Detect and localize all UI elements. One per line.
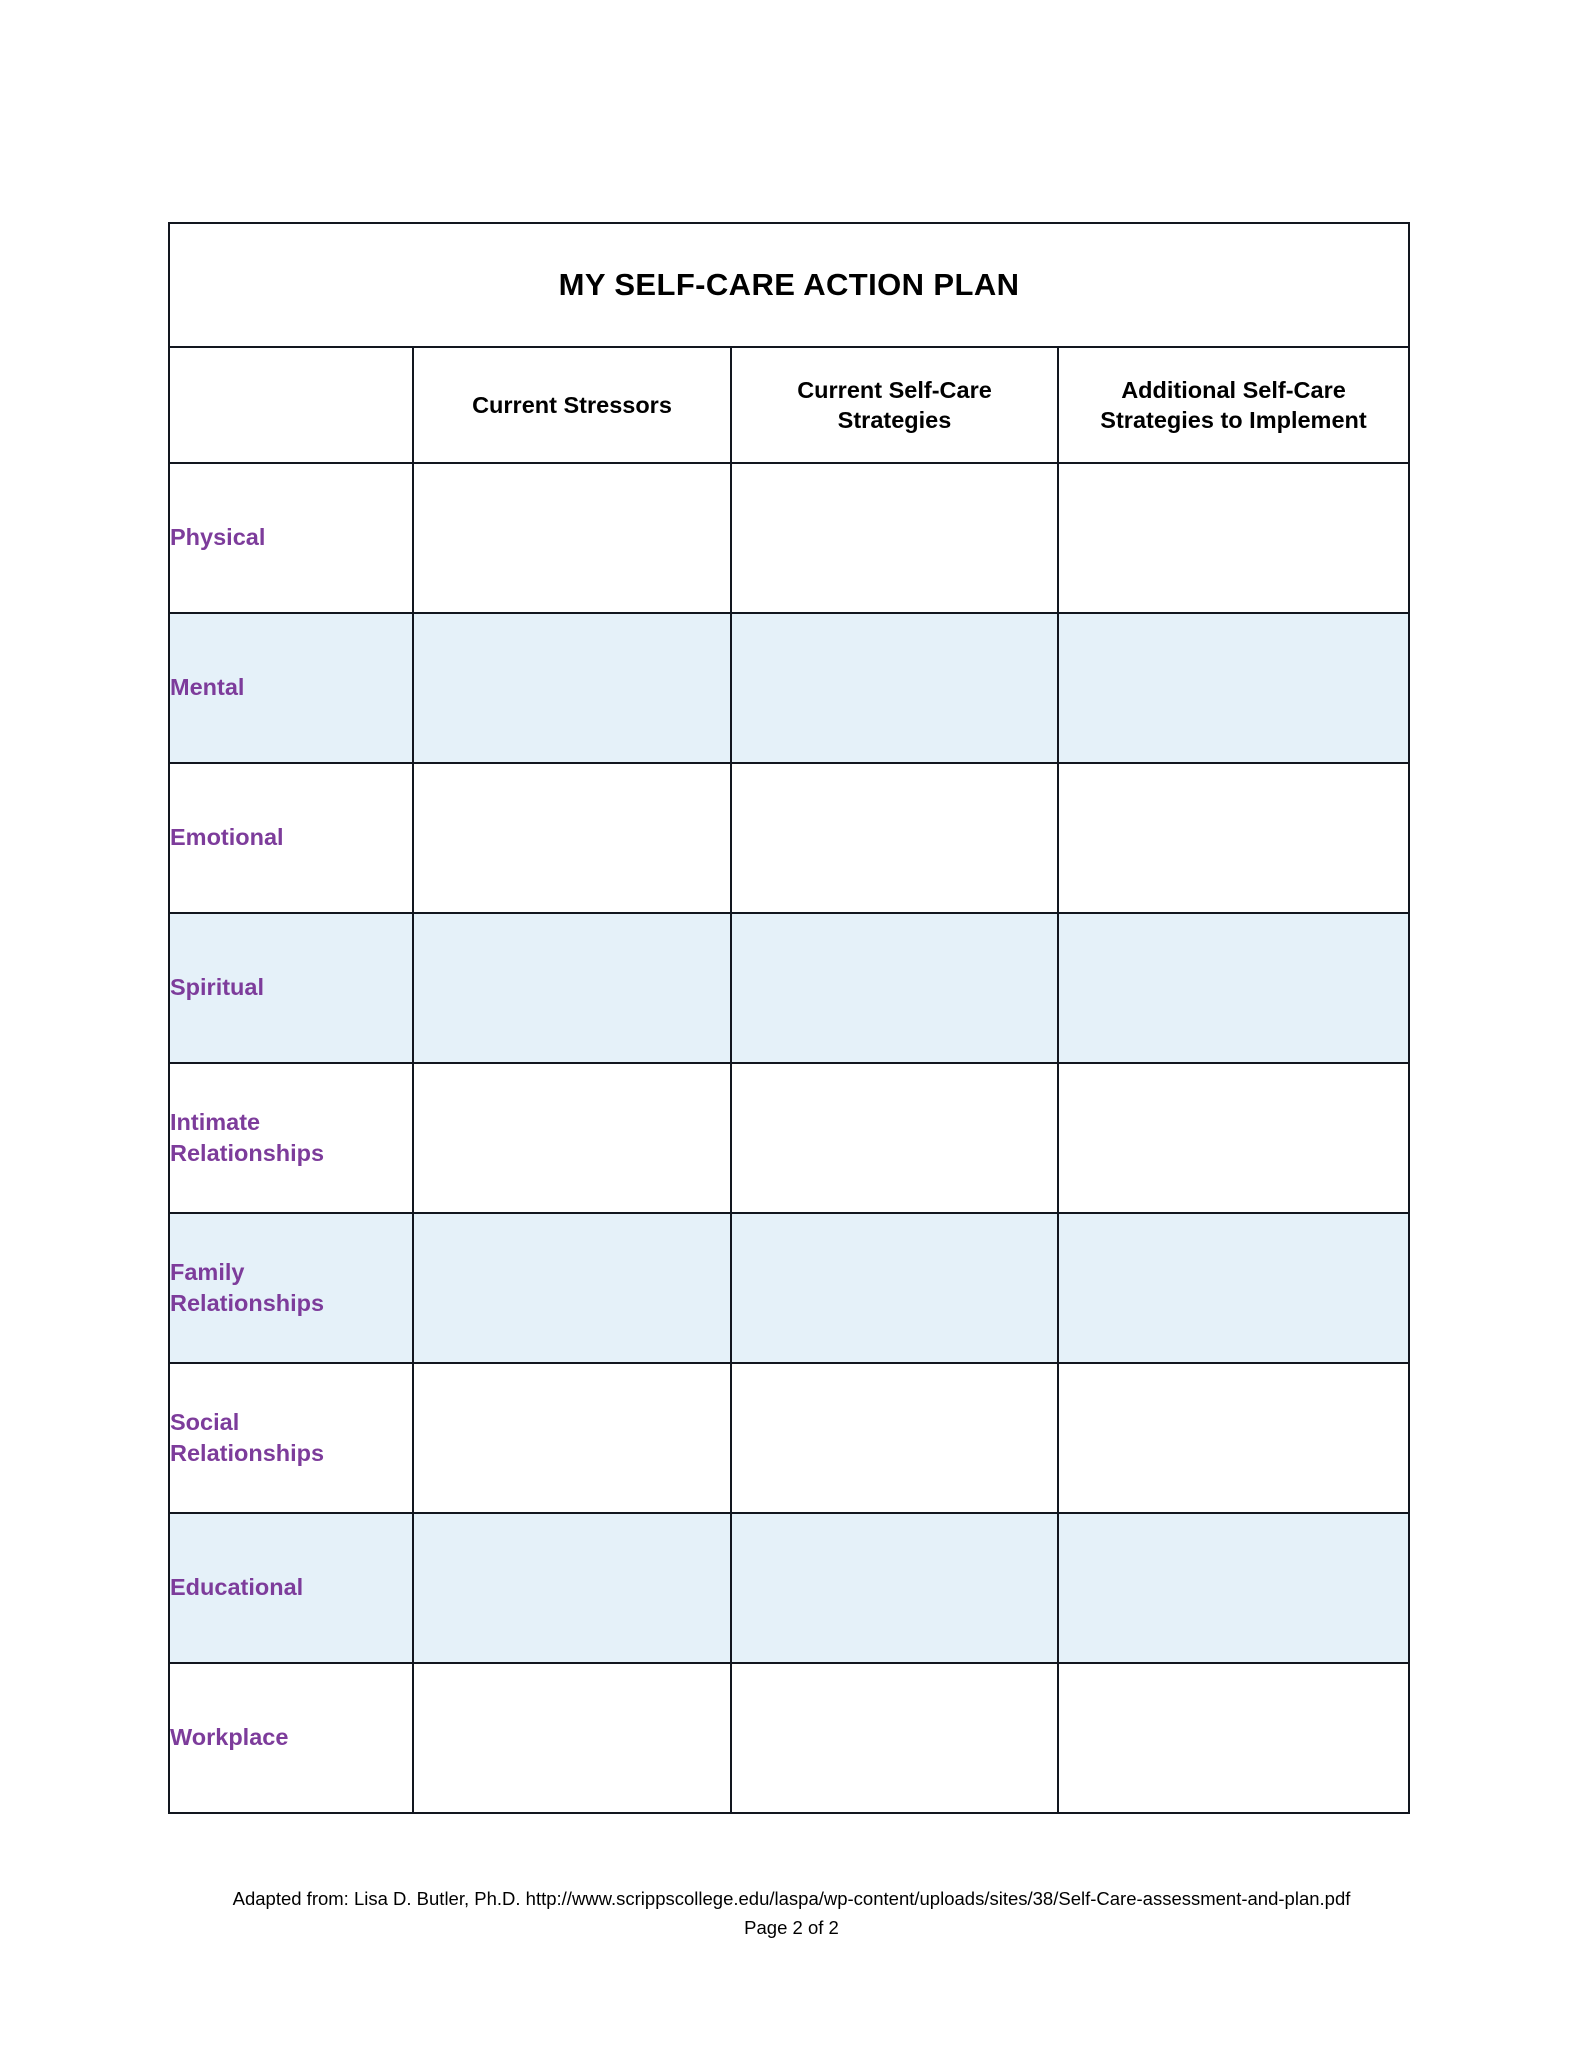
page-footer: [0, 1885, 1583, 1942]
entry-cell-current-strategies[interactable]: [731, 1363, 1058, 1513]
header-cell-current-stressors: [413, 347, 731, 463]
table-row: [169, 1063, 1409, 1213]
entry-cell-current-stressors[interactable]: [413, 763, 731, 913]
row-label-line1: Emotional: [170, 824, 284, 851]
row-label-cell-mental: [169, 613, 413, 763]
entry-cell-current-stressors[interactable]: [413, 1063, 731, 1213]
header-cell-blank: [169, 347, 413, 463]
self-care-action-plan-table: [168, 222, 1410, 1814]
entry-cell-additional-strategies[interactable]: [1058, 1213, 1409, 1363]
entry-cell-additional-strategies[interactable]: [1058, 1663, 1409, 1813]
header-label-current-strategies-line1: Current Self-Care: [797, 376, 992, 403]
entry-cell-additional-strategies[interactable]: [1058, 1363, 1409, 1513]
header-label-additional-strategies-line1: Additional Self-Care: [1121, 376, 1346, 403]
table-row: [169, 613, 1409, 763]
row-label-line1: Physical: [170, 524, 266, 551]
row-label-cell-intimate: [169, 1063, 413, 1213]
entry-cell-current-strategies[interactable]: [731, 1663, 1058, 1813]
entry-cell-current-stressors[interactable]: [413, 913, 731, 1063]
row-label-line1: Mental: [170, 674, 245, 701]
row-label-line1: Spiritual: [170, 974, 265, 1001]
table-row: [169, 463, 1409, 613]
entry-cell-current-stressors[interactable]: [413, 1663, 731, 1813]
table-title-cell: [169, 223, 1409, 347]
row-label-cell-educational: [169, 1513, 413, 1663]
table-row: [169, 1663, 1409, 1813]
entry-cell-additional-strategies[interactable]: [1058, 1513, 1409, 1663]
table-row: [169, 913, 1409, 1063]
entry-cell-current-strategies[interactable]: [731, 763, 1058, 913]
row-label-cell-workplace: [169, 1663, 413, 1813]
row-label-cell-physical: [169, 463, 413, 613]
row-label-cell-spiritual: [169, 913, 413, 1063]
entry-cell-current-strategies[interactable]: [731, 463, 1058, 613]
header-cell-current-strategies: [731, 347, 1058, 463]
entry-cell-additional-strategies[interactable]: [1058, 763, 1409, 913]
row-label-cell-social: [169, 1363, 413, 1513]
table-title-row: [169, 223, 1409, 347]
entry-cell-current-strategies[interactable]: [731, 1513, 1058, 1663]
entry-cell-current-stressors[interactable]: [413, 1513, 731, 1663]
entry-cell-additional-strategies[interactable]: [1058, 463, 1409, 613]
entry-cell-additional-strategies[interactable]: [1058, 1063, 1409, 1213]
entry-cell-current-strategies[interactable]: [731, 613, 1058, 763]
entry-cell-current-stressors[interactable]: [413, 463, 731, 613]
entry-cell-current-stressors[interactable]: [413, 613, 731, 763]
entry-cell-current-strategies[interactable]: [731, 1213, 1058, 1363]
entry-cell-current-stressors[interactable]: [413, 1363, 731, 1513]
header-label-additional-strategies-line2: Strategies to Implement: [1100, 407, 1367, 433]
header-label-current-stressors: Current Stressors: [472, 391, 672, 418]
entry-cell-additional-strategies[interactable]: [1058, 613, 1409, 763]
table-header-row: [169, 347, 1409, 463]
row-label-line2: Relationships: [170, 1140, 325, 1166]
row-label-line2: Relationships: [170, 1290, 325, 1316]
row-label-line1: Family: [170, 1258, 245, 1285]
table-row: [169, 1213, 1409, 1363]
header-cell-additional-strategies: [1058, 347, 1409, 463]
entry-cell-current-strategies[interactable]: [731, 913, 1058, 1063]
row-label-line2: Relationships: [170, 1440, 325, 1466]
row-label-cell-family: [169, 1213, 413, 1363]
row-label-line1: Intimate: [170, 1108, 261, 1135]
entry-cell-current-strategies[interactable]: [731, 1063, 1058, 1213]
footer-attribution: Adapted from: Lisa D. Butler, Ph.D. http://www.scrippscollege.edu/laspa/wp-content/uploads/sites/38/Self-Care-assessment-and-plan.pdf: [232, 1888, 1351, 1909]
page-title: MY SELF-CARE ACTION PLAN: [558, 267, 1020, 302]
header-label-current-strategies-line2: Strategies: [837, 407, 952, 433]
entry-cell-current-stressors[interactable]: [413, 1213, 731, 1363]
footer-page-number: Page 2 of 2: [744, 1916, 839, 1938]
table-row: [169, 763, 1409, 913]
row-label-line1: Social: [170, 1408, 240, 1435]
row-label-line1: Workplace: [170, 1724, 289, 1751]
row-label-cell-emotional: [169, 763, 413, 913]
table-row: [169, 1513, 1409, 1663]
row-label-line1: Educational: [170, 1574, 304, 1601]
entry-cell-additional-strategies[interactable]: [1058, 913, 1409, 1063]
table-row: [169, 1363, 1409, 1513]
